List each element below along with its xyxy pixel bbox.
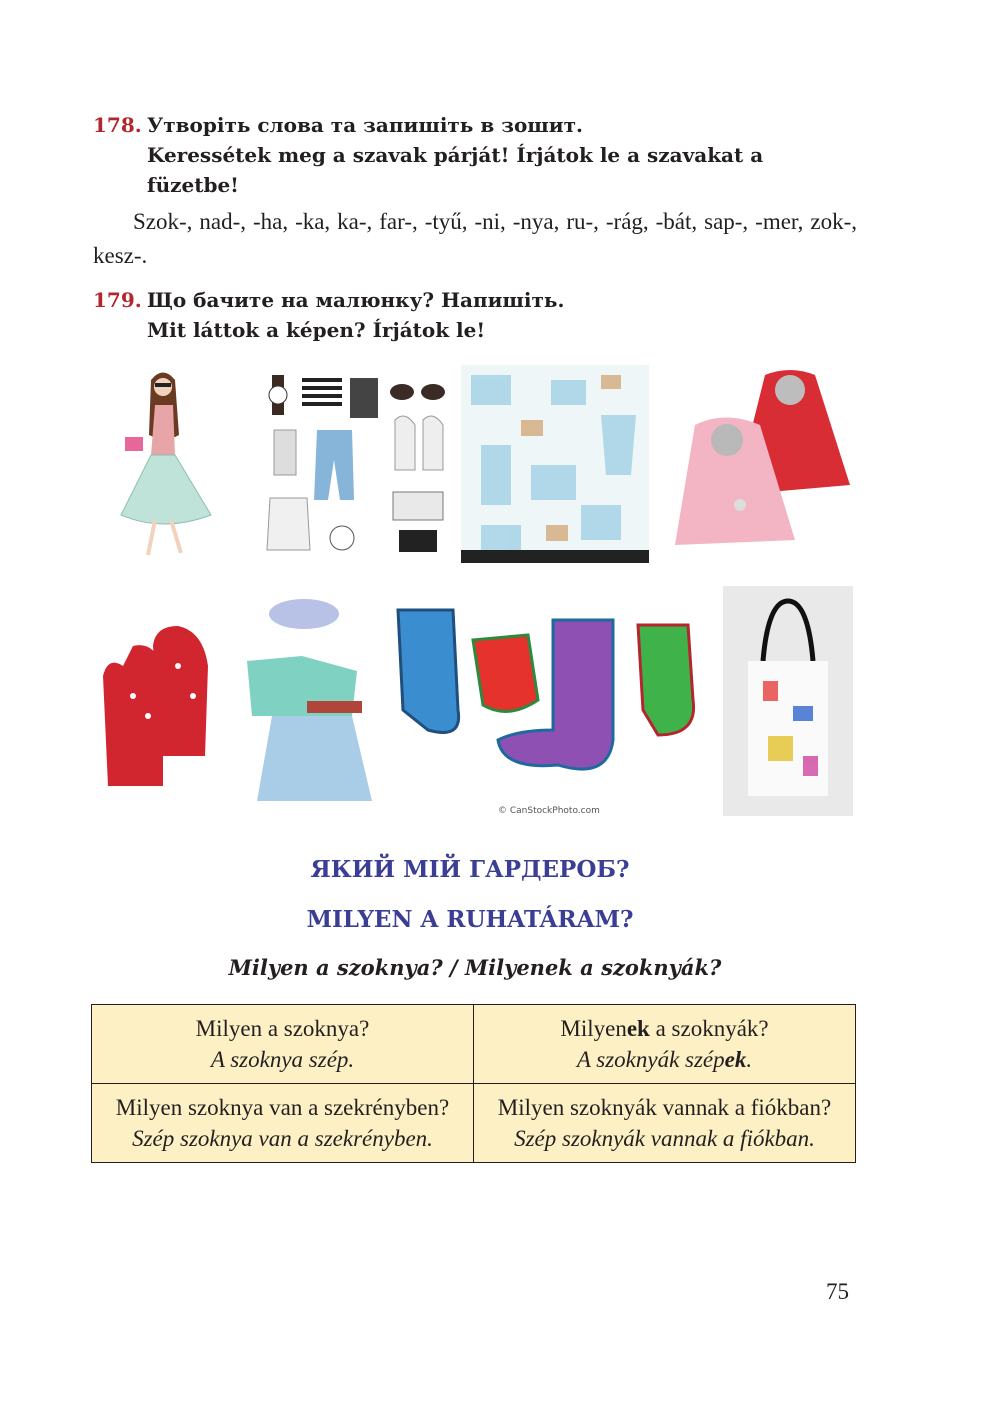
page-number: 75 — [826, 1279, 849, 1304]
fashion-girl-illustration — [93, 365, 243, 563]
summer-outfit-image — [232, 586, 380, 816]
sunglasses-sneakers-image — [385, 380, 453, 562]
flatlay-clothes-image — [262, 370, 384, 562]
instruction-ua: Утворіть слова та запишіть в зошит. — [147, 113, 583, 137]
christmas-stockings-image — [388, 590, 713, 816]
exercise-179-instructions — [93, 285, 863, 345]
plural-suffix: ek — [626, 1016, 650, 1041]
answer-stem: A szoknyák szép — [576, 1047, 725, 1072]
section-subtitle: Milyen a szoknya? / Milyenek a szoknyák? — [228, 955, 722, 980]
question-rest: a szoknyák? — [649, 1016, 769, 1041]
question-stem: Milyen — [560, 1016, 627, 1041]
pink-red-coats-image — [665, 365, 857, 563]
section-title-ua: ЯКИЙ МІЙ ГАРДЕРОБ? — [310, 856, 630, 883]
question-text: Milyen a szoknya? — [195, 1016, 370, 1041]
red-mittens-image — [93, 586, 222, 816]
question-text: Milyen szoknya van a szekrényben? — [115, 1095, 450, 1120]
instruction-hu: Mit láttok a képen? Írjátok le! — [147, 318, 486, 342]
instruction-hu: Keressétek meg a szavak párját! Írjátok le a szavakat a — [147, 143, 764, 167]
answer-text — [484, 1044, 845, 1075]
syllable-list: Szok-, nad-, -ha, -ka, ka-, far-, -tyű, -ni, -nya, ru-, -rág, -bát, sap-, -mer, zok-, kesz-. — [93, 209, 857, 268]
exercise-number: 178. — [93, 113, 142, 137]
answer-text: A szoknya szép. — [210, 1047, 355, 1072]
instruction-hu-cont: füzetbe! — [147, 173, 239, 197]
tote-bag-image — [723, 586, 853, 816]
grammar-table — [91, 1004, 856, 1163]
question-text: Milyen szoknyák vannak a fiókban? — [497, 1095, 832, 1120]
answer-text: Szép szoknyák vannak a fiókban. — [514, 1126, 815, 1151]
watercolor-clothes-pattern — [461, 365, 649, 563]
answer-text: Szép szoknya van a szekrényben. — [132, 1126, 433, 1151]
table-row — [92, 1005, 856, 1084]
table-cell — [92, 1084, 474, 1163]
plural-suffix: ek — [724, 1047, 747, 1072]
section-title-hu: MILYEN A RUHATÁRAM? — [306, 906, 634, 933]
answer-rest: . — [746, 1047, 753, 1072]
instruction-ua: Що бачите на малюнку? Напишіть. — [147, 288, 565, 312]
table-cell — [474, 1084, 856, 1163]
exercise-number: 179. — [93, 288, 142, 312]
exercise-178-instructions — [93, 110, 863, 200]
watermark-text: © CanStockPhoto.com — [498, 806, 600, 816]
question-text — [560, 1016, 768, 1041]
table-cell — [474, 1005, 856, 1084]
table-row — [92, 1084, 856, 1163]
table-cell — [92, 1005, 474, 1084]
